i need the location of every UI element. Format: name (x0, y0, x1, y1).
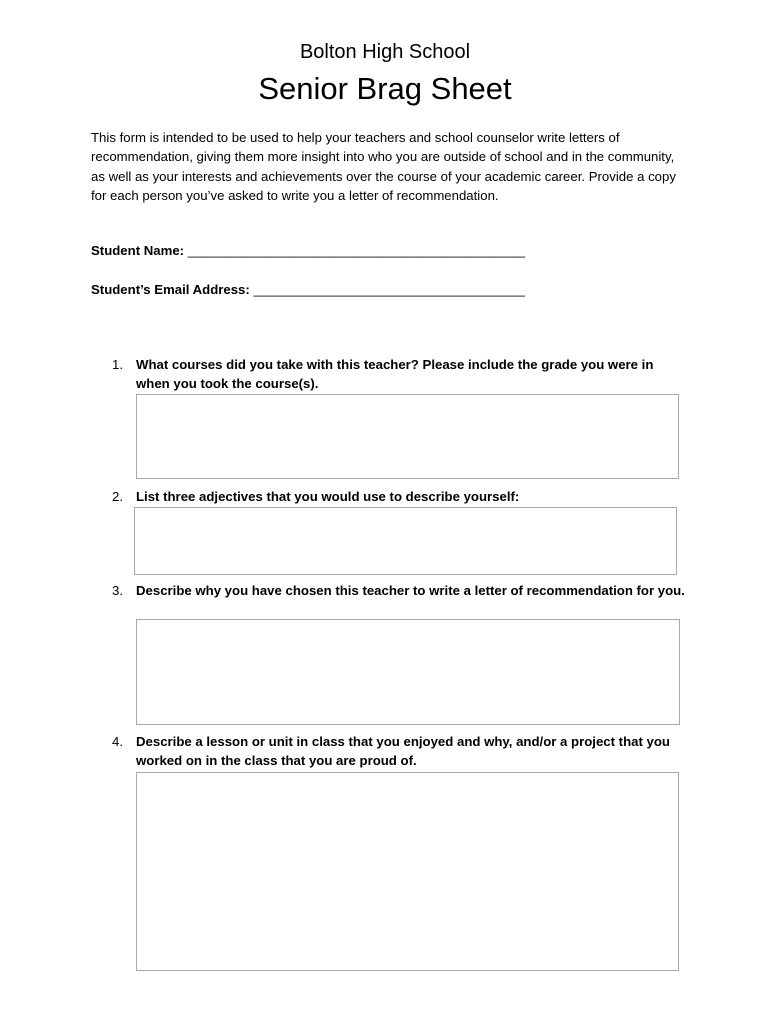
intro-paragraph: This form is intended to be used to help your teachers and school counselor write letters of recommendation, giving them more insight into who you are outside of school and in the community, as well as your interests and achievements over the course of your academic career. Provide a copy for each person you’ve asked to write you a letter of recommendation. (91, 130, 676, 204)
question-1-text: What courses did you take with this teacher? Please include the grade you were in when you took the course(s). (136, 357, 654, 392)
question-2-text: List three adjectives that you would use to describe yourself: (136, 489, 520, 504)
question-4-number: 4. (112, 734, 123, 749)
question-1 (112, 355, 687, 394)
student-name-field[interactable] (91, 243, 525, 258)
student-email-field[interactable] (91, 282, 525, 297)
student-email-label: Student’s Email Address: (91, 282, 250, 297)
question-3-number: 3. (112, 583, 123, 598)
page-title: Senior Brag Sheet (258, 71, 512, 106)
question-4-text: Describe a lesson or unit in class that you enjoyed and why, and/or a project that you worked on in the class that you are proud of. (136, 734, 670, 769)
question-3 (112, 581, 687, 600)
student-email-line[interactable]: _____________________________________ (253, 282, 525, 297)
question-2 (112, 487, 687, 506)
school-name: Bolton High School (299, 41, 471, 63)
question-2-number: 2. (112, 489, 123, 504)
answer-box-2[interactable] (134, 507, 677, 575)
student-name-line[interactable]: ______________________________________________ (187, 243, 526, 258)
student-name-label: Student Name: (91, 243, 185, 258)
answer-box-1[interactable] (136, 394, 679, 479)
answer-box-3[interactable] (136, 619, 680, 725)
answer-box-4[interactable] (136, 772, 679, 971)
question-4 (112, 732, 687, 771)
question-1-number: 1. (112, 357, 123, 372)
question-3-text: Describe why you have chosen this teacher to write a letter of recommendation for you. (136, 583, 685, 598)
